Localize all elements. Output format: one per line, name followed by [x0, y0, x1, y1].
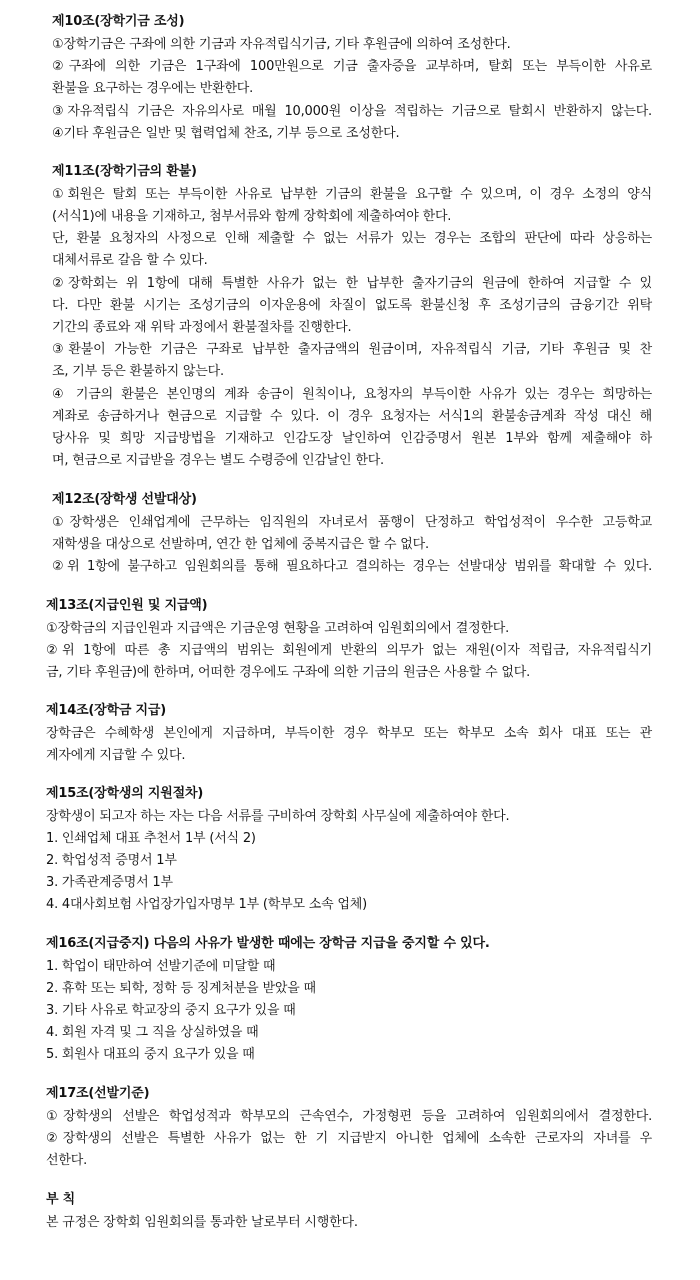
article-12-title: 제12조(장학생 선발대상)	[52, 492, 197, 507]
article-16-line-4: 4. 회원 자격 및 그 직을 상실하였을 때	[46, 1025, 259, 1040]
article-13-line-2: ②위 1항에 따른 총 지급액의 범위는 회원에게 반환의 의무가 없는 재원(이자 적립금, 자유적립식기	[46, 643, 652, 658]
article-16-title: 제16조(지급중지) 다음의 사유가 발생한 때에는 장학금 지급을 중지할 수 있다.	[46, 936, 490, 951]
article-17-line-1: ①장학생의 선발은 학업성적과 학부모의 근속연수, 가정형편 등을 고려하여 임원회의에서 결정한다.	[46, 1109, 652, 1124]
article-11-line-9: 조, 기부 등은 환불하지 않는다.	[52, 364, 224, 379]
article-12-line-3: ②위 1항에 불구하고 임원회의를 통해 필요하다고 결의하는 경우는 선발대상 범위를 확대할 수 있다.	[52, 559, 652, 574]
article-11-line-2: (서식1)에 내용을 기재하고, 첨부서류와 함께 장학회에 제출하여야 한다.	[52, 209, 452, 224]
article-11-line-3: 단, 환불 요청자의 사정으로 인해 제출할 수 없는 서류가 있는 경우는 조합의 판단에 따라 상응하는	[52, 231, 652, 246]
article-10-line-1: ①장학기금은 구좌에 의한 기금과 자유적립식기금, 기타 후원금에 의하여 조성한다.	[52, 37, 511, 52]
article-10-line-5: ④기타 후원금은 일반 및 협력업체 찬조, 기부 등으로 조성한다.	[52, 126, 400, 141]
article-11-line-10: ④ 기금의 환불은 본인명의 계좌 송금이 원칙이나, 요청자의 부득이한 사유가 있는 경우는 희망하는	[52, 387, 652, 402]
article-11-line-4: 대체서류로 갈음 할 수 있다.	[52, 253, 208, 268]
article-16-line-2: 2. 휴학 또는 퇴학, 정학 등 징계처분을 받았을 때	[46, 981, 316, 996]
article-13-line-3: 금, 기타 후원금)에 한하며, 어떠한 경우에도 구좌에 의한 기금의 원금은 사용할 수 없다.	[46, 665, 531, 680]
article-11-line-5: ②장학회는 위 1항에 대해 특별한 사유가 없는 한 납부한 출자기금의 원금에 한하여 지급할 수 있	[52, 276, 652, 291]
article-11-line-6: 다. 다만 환불 시기는 조성기금의 이자운용에 차질이 없도록 환불신청 후 조성기금의 금융기간 위탁	[52, 298, 652, 313]
article-15-line-2: 1. 인쇄업체 대표 추천서 1부 (서식 2)	[46, 831, 256, 846]
article-16-line-1: 1. 학업이 태만하여 선발기준에 미달할 때	[46, 959, 276, 974]
article-15-line-4: 3. 가족관계증명서 1부	[46, 875, 173, 890]
article-13-title: 제13조(지급인원 및 지급액)	[46, 598, 208, 613]
article-16-line-5: 5. 회원사 대표의 중지 요구가 있을 때	[46, 1047, 255, 1062]
article-10-line-3: 환불을 요구하는 경우에는 반환한다.	[52, 81, 254, 96]
article-11-line-13: 며, 현금으로 지급받을 경우는 별도 수령증에 인감날인 한다.	[52, 453, 384, 468]
article-16-line-3: 3. 기타 사유로 학교장의 중지 요구가 있을 때	[46, 1003, 296, 1018]
article-10-line-4: ③자유적립식 기금은 자유의사로 매월 10,000원 이상을 적립하는 기금으로 탈회시 반환하지 않는다.	[52, 104, 652, 119]
article-11-line-11: 계좌로 송금하거나 현금으로 지급할 수 있다. 이 경우 요청자는 서식1의 환불송금계좌 작성 대신 해	[52, 409, 652, 424]
article-10-title: 제10조(장학기금 조성)	[52, 14, 185, 29]
article-11-line-12: 당사유 및 희망 지급방법을 기재하고 인감도장 날인하여 인감증명서 원본 1부와 함께 제출해야 하	[52, 431, 652, 446]
article-12-line-2: 재학생을 대상으로 선발하며, 연간 한 업체에 중복지급은 할 수 없다.	[52, 537, 429, 552]
article-14-line-1: 장학금은 수혜학생 본인에게 지급하며, 부득이한 경우 학부모 또는 학부모 소속 회사 대표 또는 관	[46, 726, 652, 741]
addendum-title: 부 칙	[46, 1192, 76, 1207]
article-15-title: 제15조(장학생의 지원절차)	[46, 786, 204, 801]
article-14-title: 제14조(장학금 지급)	[46, 703, 167, 718]
article-15-line-1: 장학생이 되고자 하는 자는 다음 서류를 구비하여 장학회 사무실에 제출하여야 한다.	[46, 809, 510, 824]
article-17-title: 제17조(선발기준)	[46, 1086, 150, 1101]
article-15-line-3: 2. 학업성적 증명서 1부	[46, 853, 177, 868]
article-17-line-2: ②장학생의 선발은 특별한 사유가 없는 한 기 지급받지 아니한 업체에 소속한 근로자의 자녀를 우	[46, 1131, 652, 1146]
article-11-line-8: ③환불이 가능한 기금은 구좌로 납부한 출자금액의 원금이며, 자유적립식 기금, 기타 후원금 및 찬	[52, 342, 652, 357]
article-12-line-1: ①장학생은 인쇄업계에 근무하는 임직원의 자녀로서 품행이 단정하고 학업성적이 우수한 고등학교	[52, 515, 652, 530]
article-10-line-2: ②구좌에 의한 기금은 1구좌에 100만원으로 기금 출자증을 교부하며, 탈회 또는 부득이한 사유로	[52, 59, 652, 74]
article-11-line-1: ①회원은 탈회 또는 부득이한 사유로 납부한 기금의 환불을 요구할 수 있으며, 이 경우 소정의 양식	[52, 187, 652, 202]
article-13-line-1: ①장학금의 지급인원과 지급액은 기금운영 현황을 고려하여 임원회의에서 결정한다.	[46, 621, 510, 636]
article-11-line-7: 기간의 종료와 재 위탁 과정에서 환불절차를 진행한다.	[52, 320, 352, 335]
article-17-line-3: 선한다.	[46, 1153, 88, 1168]
article-11-title: 제11조(장학기금의 환불)	[52, 164, 197, 179]
addendum-line-1: 본 규정은 장학회 임원회의를 통과한 날로부터 시행한다.	[46, 1215, 358, 1230]
article-15-line-5: 4. 4대사회보험 사업장가입자명부 1부 (학부모 소속 업체)	[46, 897, 368, 912]
article-14-line-2: 계자에게 지급할 수 있다.	[46, 748, 186, 763]
